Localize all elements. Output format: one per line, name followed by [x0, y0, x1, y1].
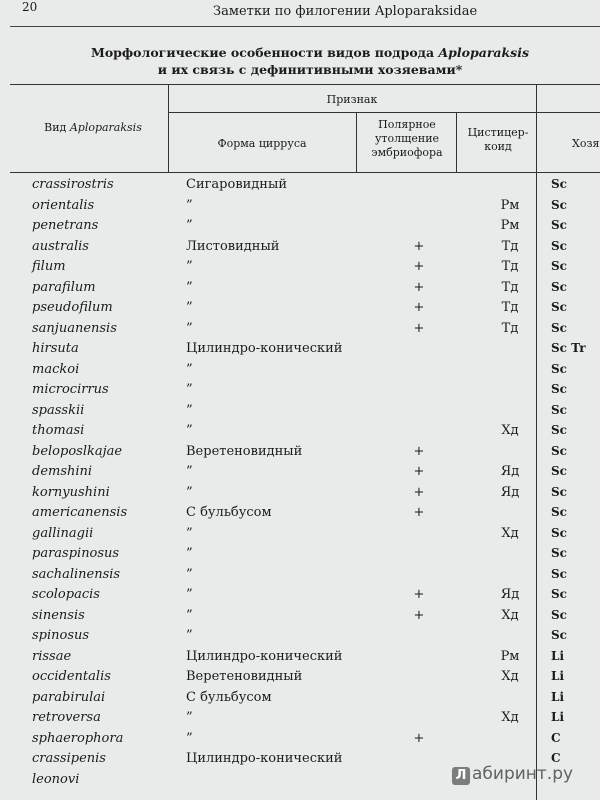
cirrus-form-cell: ”: [186, 587, 193, 602]
table-row: [0, 442, 600, 463]
header-cysticercoid: Цистицер-коид: [467, 126, 529, 153]
host-cell: Sc: [551, 238, 567, 253]
species-name: paraspinosus: [32, 546, 120, 561]
table-row: [0, 380, 600, 401]
species-name: penetrans: [32, 218, 99, 233]
polar-thickening-cell: +: [413, 484, 425, 500]
host-cell: Sc: [551, 361, 567, 376]
table-row: [0, 729, 600, 750]
species-name: microcirrus: [32, 382, 109, 397]
cirrus-form-cell: ”: [186, 710, 193, 725]
polar-thickening-cell: +: [413, 607, 425, 623]
cirrus-form-cell: ”: [186, 566, 193, 582]
header-hosts: Хозя: [572, 137, 600, 150]
page-number: 20: [22, 0, 38, 14]
table-row: [0, 544, 600, 565]
species-name: scolopacis: [32, 587, 100, 602]
species-name: sphaerophora: [32, 730, 124, 746]
species-name: sachalinensis: [32, 566, 121, 582]
polar-thickening-cell: +: [413, 279, 425, 295]
labirint-watermark: [452, 764, 573, 785]
caption-line2: и их связь с дефинитивными хозяевами*: [157, 62, 463, 77]
table-row: [0, 708, 600, 729]
polar-thickening-cell: +: [413, 443, 425, 459]
cysticercoid-cell: Хд: [501, 669, 519, 684]
host-cell: Sc: [551, 279, 567, 294]
species-name: spinosus: [32, 628, 90, 643]
cirrus-form-cell: ”: [186, 300, 193, 315]
host-cell: Sc: [551, 177, 567, 191]
species-name: mackoi: [32, 361, 80, 377]
host-cell: C: [551, 751, 561, 765]
cysticercoid-cell: Тд: [501, 300, 519, 315]
header-rule: [10, 26, 600, 27]
species-name: thomasi: [32, 423, 85, 438]
watermark-text: абиринт.ру: [472, 764, 574, 784]
species-name: parafilum: [32, 279, 96, 295]
host-cell: Li: [551, 648, 564, 663]
host-cell: Sc: [551, 320, 567, 335]
cirrus-form-cell: ”: [186, 382, 193, 397]
host-cell: Sc: [551, 546, 567, 560]
caption-genus: Aploparaksis: [438, 45, 529, 60]
cysticercoid-cell: Яд: [500, 464, 520, 479]
cysticercoid-cell: Хд: [501, 525, 519, 541]
table-top-rule: [10, 84, 600, 85]
cirrus-form-cell: С бульбусом: [186, 505, 272, 520]
col-rule-polar: [456, 112, 457, 172]
polar-thickening-cell: +: [413, 300, 425, 315]
polar-thickening-cell: +: [413, 259, 425, 274]
cirrus-form-cell: ”: [186, 361, 193, 377]
polar-thickening-cell: +: [413, 464, 425, 479]
host-cell: Li: [551, 689, 564, 704]
header-feature: Признак: [326, 93, 378, 106]
cysticercoid-cell: Тд: [501, 238, 519, 254]
species-name: rissae: [32, 648, 72, 664]
cirrus-form-cell: ”: [186, 423, 193, 438]
cirrus-form-cell: ”: [186, 320, 193, 336]
header-species: Вид Aploparaksis: [44, 121, 142, 134]
host-cell: Sc: [551, 218, 567, 232]
species-name: orientalis: [32, 197, 95, 213]
cysticercoid-cell: Яд: [500, 587, 520, 602]
cirrus-form-cell: ”: [186, 628, 193, 643]
cysticercoid-cell: Хд: [501, 710, 519, 725]
header-cirrus-form: Форма цирруса: [217, 137, 307, 150]
species-name: beloposlkajae: [32, 443, 123, 459]
species-name: pseudofilum: [32, 300, 113, 315]
polar-thickening-cell: +: [413, 238, 425, 254]
table-row: [0, 524, 600, 545]
species-name: spasskii: [32, 402, 85, 418]
caption-line1-prefix: Морфологические особенности видов подрода: [90, 45, 439, 60]
host-cell: Sc: [551, 197, 567, 212]
table-row: [0, 216, 600, 237]
cirrus-form-cell: Веретеновидный: [186, 669, 303, 684]
cysticercoid-cell: Хд: [501, 423, 519, 438]
table-row: [0, 565, 600, 586]
table-row: [0, 360, 600, 381]
cysticercoid-cell: Тд: [501, 320, 519, 336]
species-name: hirsuta: [32, 341, 79, 356]
cirrus-form-cell: С бульбусом: [186, 689, 272, 705]
cirrus-form-cell: Листовидный: [186, 238, 280, 254]
header-species-genus: Aploparaksis: [69, 121, 142, 134]
table-row: [0, 298, 600, 319]
table-row: [0, 278, 600, 299]
host-cell: Sc: [551, 566, 567, 581]
host-cell: Sc: [551, 259, 567, 273]
host-cell: Li: [551, 669, 564, 683]
species-name: americanensis: [32, 505, 128, 520]
species-name: sanjuanensis: [32, 320, 117, 336]
cirrus-form-cell: ”: [186, 259, 193, 274]
cysticercoid-cell: Рм: [500, 197, 520, 213]
cirrus-form-cell: Цилиндро-конический: [186, 648, 343, 664]
table-row: [0, 319, 600, 340]
table-row: [0, 667, 600, 688]
table-row: [0, 257, 600, 278]
table-row: [0, 585, 600, 606]
species-name: gallinagii: [32, 525, 94, 541]
cirrus-form-cell: Сигаровидный: [186, 177, 287, 192]
col-rule-form: [356, 112, 357, 172]
host-cell: Sc: [551, 607, 567, 622]
polar-thickening-cell: +: [413, 730, 425, 746]
table-row: [0, 503, 600, 524]
cirrus-form-cell: ”: [186, 484, 193, 500]
cirrus-form-cell: Цилиндро-конический: [186, 341, 343, 356]
cirrus-form-cell: Веретеновидный: [186, 443, 303, 459]
host-cell: Sc Tr: [551, 341, 586, 355]
table-row: [0, 196, 600, 217]
polar-thickening-cell: +: [413, 320, 425, 336]
host-cell: Sc: [551, 484, 567, 499]
labirint-logo-icon: Л: [452, 767, 470, 785]
species-name: parabirulai: [32, 689, 106, 705]
polar-thickening-cell: +: [413, 587, 425, 602]
cysticercoid-cell: Тд: [501, 259, 519, 274]
cysticercoid-cell: Хд: [501, 607, 519, 623]
running-header: [0, 0, 600, 22]
host-cell: Sc: [551, 464, 567, 478]
cirrus-form-cell: ”: [186, 525, 193, 541]
table-row: [0, 237, 600, 258]
table-row: [0, 647, 600, 668]
species-name: retroversa: [32, 710, 101, 725]
table-caption: [80, 44, 540, 78]
cirrus-form-cell: ”: [186, 546, 193, 561]
species-name: occidentalis: [32, 669, 111, 684]
polar-thickening-cell: +: [413, 505, 425, 520]
host-cell: Li: [551, 710, 564, 724]
species-name: crassipenis: [32, 751, 106, 766]
host-cell: Sc: [551, 402, 567, 417]
cysticercoid-cell: Яд: [500, 484, 520, 500]
table-row: [0, 462, 600, 483]
table-row: [0, 688, 600, 709]
cirrus-form-cell: Цилиндро-конический: [186, 751, 343, 766]
host-cell: Sc: [551, 300, 567, 314]
host-cell: Sc: [551, 382, 567, 396]
running-title: Заметки по филогении Aploparaksidae: [213, 4, 478, 19]
host-cell: C: [551, 730, 561, 745]
table-row: [0, 626, 600, 647]
table-row: [0, 175, 600, 196]
cirrus-form-cell: ”: [186, 607, 193, 623]
cirrus-form-cell: ”: [186, 464, 193, 479]
species-name: leonovi: [32, 771, 80, 787]
species-name: demshini: [32, 464, 93, 479]
table-row: [0, 401, 600, 422]
host-cell: Sc: [551, 505, 567, 519]
header-bottom-rule: [10, 172, 600, 173]
table-row: [0, 339, 600, 360]
cirrus-form-cell: ”: [186, 279, 193, 295]
cysticercoid-cell: Рм: [500, 218, 520, 233]
cysticercoid-cell: Рм: [500, 648, 520, 664]
table-row: [0, 483, 600, 504]
table-body: [0, 175, 600, 790]
species-name: crassirostris: [32, 177, 114, 192]
table-row: [0, 421, 600, 442]
host-cell: Sc: [551, 443, 567, 458]
cirrus-form-cell: ”: [186, 218, 193, 233]
cirrus-form-cell: ”: [186, 402, 193, 418]
host-cell: Sc: [551, 628, 567, 642]
species-name: filum: [32, 259, 66, 274]
host-cell: Sc: [551, 525, 567, 540]
species-name: sinensis: [32, 607, 85, 623]
host-cell: Sc: [551, 423, 567, 437]
table-row: [0, 606, 600, 627]
cysticercoid-cell: Тд: [501, 279, 519, 295]
host-cell: Sc: [551, 587, 567, 601]
cirrus-form-cell: ”: [186, 197, 193, 213]
species-name: australis: [32, 238, 89, 254]
cirrus-form-cell: ”: [186, 730, 193, 746]
header-polar-thickening: Полярное утолщение эмбриофора: [371, 118, 443, 159]
species-name: kornyushini: [32, 484, 110, 500]
